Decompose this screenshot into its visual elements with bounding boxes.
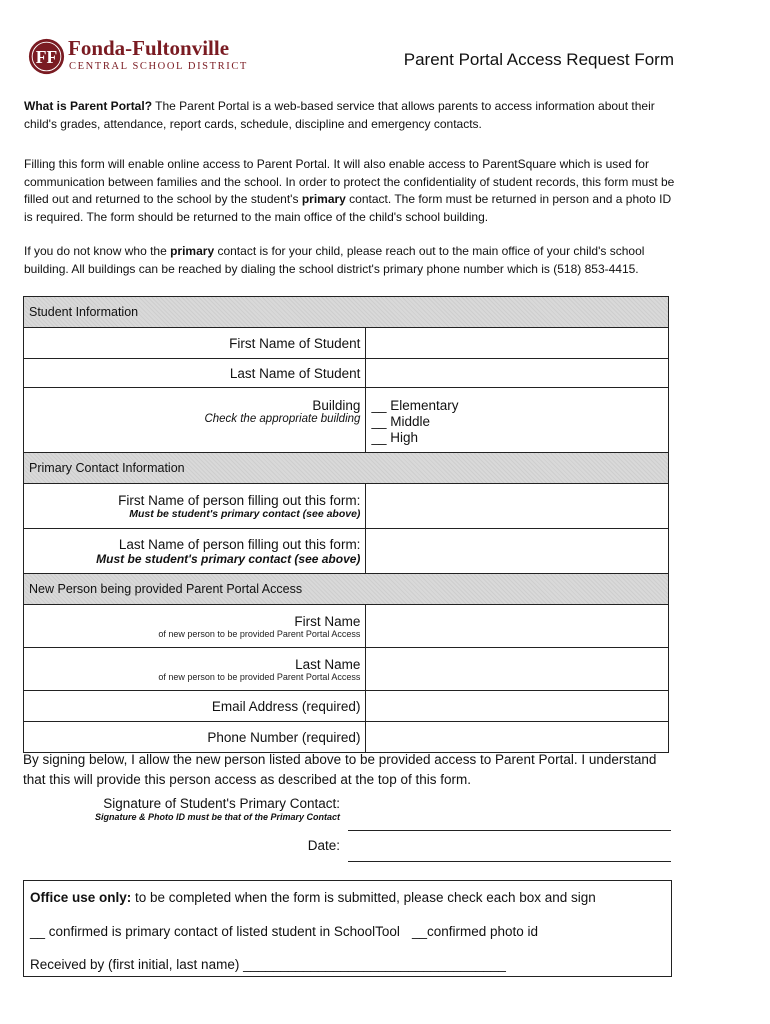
building-hint: Check the appropriate building: [204, 413, 361, 425]
building-row: [24, 388, 669, 453]
student-section-row: [24, 297, 669, 328]
new-last-name-row: [24, 648, 669, 691]
new-first-name-row: [24, 605, 669, 648]
email-row: [24, 691, 669, 722]
phone-label: Phone Number (required): [24, 722, 366, 753]
building-option-high[interactable]: __ High: [371, 430, 418, 445]
email-field[interactable]: [366, 691, 669, 722]
building-label-cell: [24, 388, 366, 453]
new-last-name-label-cell: [24, 648, 366, 691]
phone-row: [24, 722, 669, 753]
contact-first-name-note: Must be student's primary contact (see above): [129, 507, 361, 520]
intro-paragraph-2: [24, 156, 676, 226]
received-by[interactable]: Received by (first initial, last name) ___________________________________: [30, 957, 506, 972]
district-seal-icon: [28, 38, 65, 75]
email-label: Email Address (required): [24, 691, 366, 722]
svg-text:FF: FF: [35, 46, 58, 67]
intro-answer: The Parent Portal is a web-based service that allows parents to access information about their child's grades, attendance, report cards, schedule, discipline and emergency contacts.: [24, 99, 655, 131]
contact-first-name-label-cell: [24, 484, 366, 529]
consent-text: By signing below, I allow the new person listed above to be provided access to Parent Portal. I understand that this will provide this person access as described at the top of this form.: [23, 752, 657, 787]
check-primary-contact[interactable]: __ confirmed is primary contact of listed student in SchoolTool: [30, 924, 400, 939]
office-use-bold: Office use only:: [30, 890, 132, 905]
signature-line[interactable]: [348, 830, 671, 831]
phone-field[interactable]: [366, 722, 669, 753]
student-last-name-row: [24, 359, 669, 388]
student-first-name-row: [24, 328, 669, 359]
signature-label: Signature of Student's Primary Contact:: [103, 796, 340, 811]
office-use-box: [23, 880, 672, 977]
student-last-name-label: Last Name of Student: [24, 359, 366, 388]
logo-name: Fonda-Fultonville: [68, 36, 230, 60]
page-header: [24, 34, 674, 84]
new-last-name-label: Last Name: [295, 656, 361, 672]
date-label: Date:: [307, 838, 340, 853]
student-last-name-field[interactable]: [366, 359, 669, 388]
p3-text-b: contact is for your child, please reach out to the main office of your child's school building. All buildings can be reached by dialing the school district's primary phone number which is (518) 853-4415.: [24, 244, 645, 276]
intro-paragraph-1: [24, 98, 676, 133]
building-option-elementary[interactable]: __ Elementary: [371, 398, 459, 413]
p3-text-a: If you do not know who the: [24, 244, 171, 258]
new-first-name-label-cell: [24, 605, 366, 648]
contact-first-name-field[interactable]: [366, 484, 669, 529]
p2-text-b: contact. The form must be returned in person and a photo ID is required. The form should be returned to the main office of the child's school building.: [24, 192, 672, 224]
logo-subtitle: CENTRAL SCHOOL DISTRICT: [69, 61, 248, 72]
contact-section-row: [24, 453, 669, 484]
new-first-name-field[interactable]: [366, 605, 669, 648]
new-first-name-note: of new person to be provided Parent Portal Access: [158, 628, 361, 639]
date-line[interactable]: [348, 861, 671, 862]
new-first-name-label: First Name: [294, 613, 361, 629]
intro-paragraph-3: [24, 243, 676, 278]
building-options: [366, 388, 669, 453]
contact-last-name-label-cell: [24, 529, 366, 574]
signature-note: Signature & Photo ID must be that of the Primary Contact: [94, 812, 340, 822]
district-logo: [24, 34, 248, 80]
contact-last-name-label: Last Name of person filling out this form:: [118, 536, 361, 552]
student-section-heading: Student Information: [24, 297, 669, 328]
contact-first-name-row: [24, 484, 669, 529]
office-checks: [30, 924, 538, 939]
new-last-name-note: of new person to be provided Parent Portal Access: [158, 671, 361, 682]
office-use-heading: [30, 890, 596, 905]
building-option-middle[interactable]: __ Middle: [371, 414, 430, 429]
contact-last-name-note: Must be student's primary contact (see above): [96, 551, 361, 566]
p2-bold: primary: [301, 192, 346, 206]
contact-section-heading: Primary Contact Information: [24, 453, 669, 484]
p3-bold: primary: [170, 244, 215, 258]
contact-last-name-field[interactable]: [366, 529, 669, 574]
contact-first-name-label: First Name of person filling out this form:: [118, 492, 361, 508]
new-last-name-field[interactable]: [366, 648, 669, 691]
check-photo-id[interactable]: __confirmed photo id: [411, 924, 539, 939]
contact-last-name-row: [24, 529, 669, 574]
request-form-table: [23, 296, 669, 753]
intro-question: What is Parent Portal?: [24, 99, 153, 113]
student-first-name-field[interactable]: [366, 328, 669, 359]
p2-text-a: Filling this form will enable online access to Parent Portal. It will also enable access to ParentSquare which is used for communication between families and the school. In order to protect the confidentiality of student records, this form must be filled out and returned to the school by the student's: [24, 157, 675, 206]
student-first-name-label: First Name of Student: [24, 328, 366, 359]
new-person-section-row: [24, 574, 669, 605]
building-label: Building: [312, 398, 361, 413]
office-use-text: to be completed when the form is submitted, please check each box and sign: [131, 890, 596, 905]
page-title: Parent Portal Access Request Form: [403, 50, 674, 69]
new-person-section-heading: New Person being provided Parent Portal Access: [24, 574, 669, 605]
